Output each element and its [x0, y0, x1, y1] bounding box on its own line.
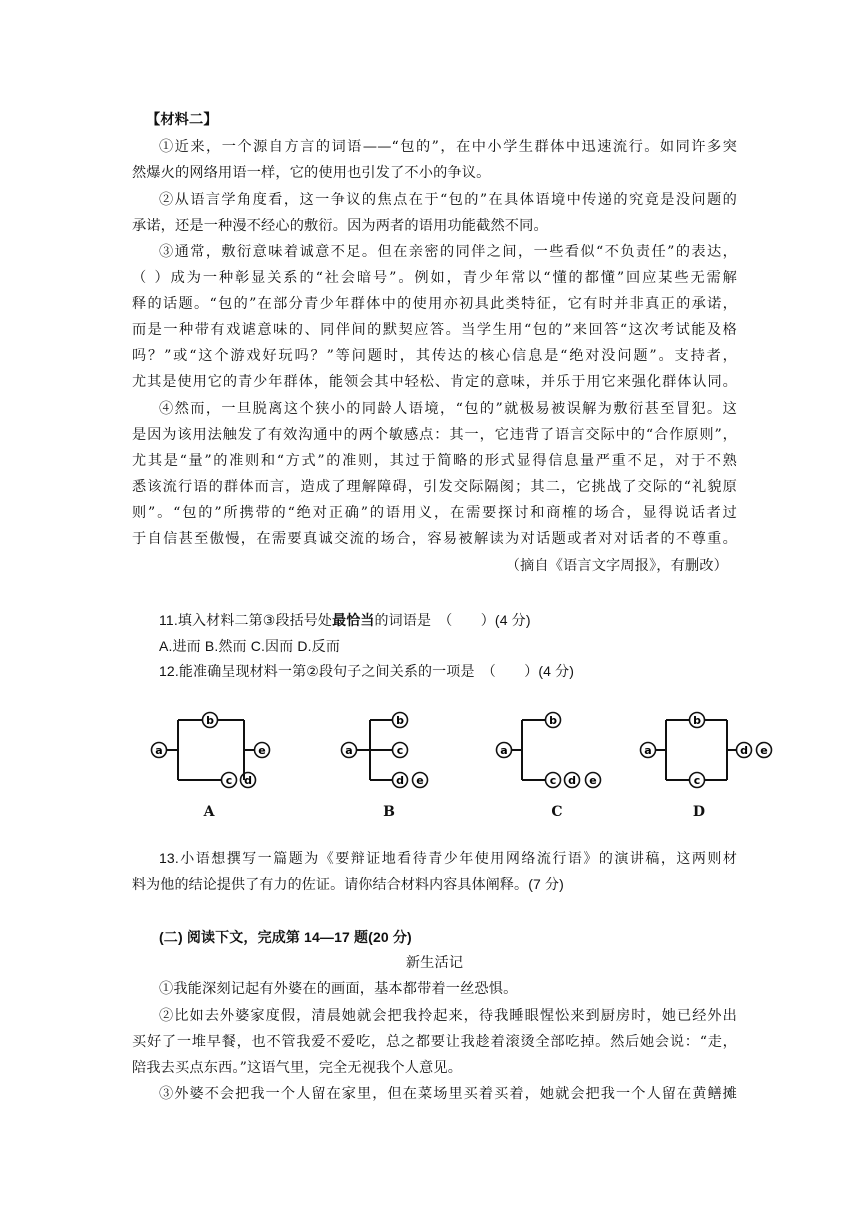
s2-p3-l1: ③外婆不会把我一个人留在家里，但在菜场里买着买着，她就会把我一个人留在黄鳝摊 [159, 1086, 737, 1102]
diag-c-node-b [546, 713, 561, 728]
svg-text:c: c [396, 743, 404, 757]
option-a-label: A [203, 804, 215, 820]
s2-p2-l3: 陪我去买点东西。”这语气里，完全无视我个人意见。 [132, 1060, 463, 1076]
q11-suffix: 的词语是 （ ）(4 分) [374, 612, 531, 628]
q11-emphasis: 最恰当 [332, 612, 375, 628]
diag-a-node-a [152, 743, 167, 758]
svg-text:a: a [644, 743, 652, 757]
diag-d-node-b [690, 713, 705, 728]
diag-a-node-c [222, 773, 237, 788]
svg-text:c: c [693, 773, 701, 787]
diag-d-node-e [757, 743, 772, 758]
diag-a-node-e [255, 743, 270, 758]
question-12: 12.能准确呈现材料一第②段句子之间关系的一项是 （ ）(4 分) [159, 663, 575, 679]
svg-text:b: b [549, 713, 557, 727]
m2-p1-l2: 然爆火的网络用语一样，它的使用也引发了不小的争议。 [132, 165, 491, 181]
svg-text:c: c [549, 773, 557, 787]
m2-p2-l1: ②从语言学角度看，这一争议的焦点在于“包的”在具体语境中传递的究竟是没问题的 [159, 192, 737, 208]
svg-text:d: d [740, 743, 748, 757]
s2-p2-l2: 买好了一堆早餐，也不管我爱不爱吃，总之都要让我趁着滚烫全部吃掉。然后她会说：“走， [132, 1034, 737, 1050]
diag-d-node-a [641, 743, 656, 758]
svg-text:d: d [568, 773, 576, 787]
relationship-diagrams [140, 700, 780, 800]
m2-p3-l6: 尤其是使用它的青少年群体，能领会其中轻松、肯定的意味，并乐于用它来强化群体认同。 [132, 374, 737, 390]
material2-heading: 【材料二】 [146, 112, 218, 128]
s2-p2-l1: ②比如去外婆家度假，清晨她就会把我拎起来，待我睡眼惺忪来到厨房时，她已经外出 [159, 1008, 737, 1024]
q13-l1: 13.小语想撰写一篇题为《要辩证地看待青少年使用网络流行语》的演讲稿，这两则材 [159, 850, 737, 866]
q13-l2: 料为他的结论提供了有力的佐证。请你结合材料内容具体阐释。(7 分) [132, 876, 564, 892]
svg-text:e: e [258, 743, 266, 757]
m2-p3-l1: ③通常，敷衍意味着诚意不足。但在亲密的同伴之间，一些看似“不负责任”的表达， [159, 244, 737, 260]
m2-p4-l1: ④然而，一旦脱离这个狭小的同龄人语境，“包的”就极易被误解为敷衍甚至冒犯。这 [159, 401, 737, 417]
m2-p4-l5: 则”。“包的”所携带的“绝对正确”的语用义，在需要探讨和商榷的场合，显得说话者过 [132, 505, 737, 521]
svg-text:a: a [500, 743, 508, 757]
diag-b-node-a [342, 743, 357, 758]
svg-text:e: e [416, 773, 424, 787]
m2-p3-l3: 释的话题。“包的”在部分青少年群体中的使用亦初具此类特征，它有时并非真正的承诺， [132, 296, 737, 312]
m2-p4-l3: 尤其是“量”的准则和“方式”的准则，其过于简略的形式显得信息量严重不足，对于不熟 [132, 453, 737, 469]
diag-b-node-d [393, 773, 408, 788]
option-b-label: B [383, 804, 395, 820]
material2-source: （摘自《语言文字周报》，有删改） [505, 558, 728, 574]
svg-text:c: c [225, 773, 233, 787]
m2-p2-l2: 承诺，还是一种漫不经心的敷衍。因为两者的语用功能截然不同。 [132, 218, 548, 234]
svg-text:d: d [244, 773, 252, 787]
section2-heading: (二) 阅读下文，完成第 14—17 题(20 分) [159, 929, 412, 945]
svg-text:b: b [396, 713, 404, 727]
s2-p1-l1: ①我能深刻记起有外婆在的画面，基本都带着一丝恐惧。 [159, 981, 518, 997]
m2-p4-l2: 是因为该用法触发了有效沟通中的两个敏感点：其一，它违背了语言交际中的“合作原则”， [132, 427, 737, 443]
svg-text:e: e [760, 743, 768, 757]
q11-prefix: 11.填入材料二第③段括号处 [159, 612, 333, 628]
diag-a-node-d [241, 773, 256, 788]
diag-b-node-c [393, 743, 408, 758]
diag-a-node-b [203, 713, 218, 728]
m2-p3-l2: （ ）成为一种彰显关系的“社会暗号”。例如，青少年常以“懂的都懂”回应某些无需解 [132, 270, 737, 286]
svg-text:e: e [589, 773, 597, 787]
question-11 [159, 610, 764, 630]
diag-d-node-d [737, 743, 752, 758]
diag-c-node-d [565, 773, 580, 788]
svg-text:d: d [396, 773, 404, 787]
svg-text:a: a [155, 743, 163, 757]
q11-options: A.进而 B.然而 C.因而 D.反而 [159, 638, 340, 654]
svg-text:b: b [693, 713, 701, 727]
svg-text:a: a [345, 743, 353, 757]
svg-text:b: b [206, 713, 214, 727]
option-c-label: C [551, 804, 563, 820]
story-title: 新生活记 [405, 955, 464, 971]
m2-p1-l1: ①近来，一个源自方言的词语——“包的”，在中小学生群体中迅速流行。如同许多突 [159, 139, 737, 155]
diag-c-node-e [586, 773, 601, 788]
diag-c-node-a [497, 743, 512, 758]
option-d-label: D [692, 804, 706, 820]
m2-p3-l4: 而是一种带有戏谑意味的、同伴间的默契应答。当学生用“包的”来回答“这次考试能及格 [132, 322, 737, 338]
m2-p4-l4: 悉该流行语的群体而言，造成了理解障碍，引发交际隔阂；其二，它挑战了交际的“礼貌原 [132, 479, 737, 495]
diag-b-node-e [413, 773, 428, 788]
m2-p3-l5: 吗？”或“这个游戏好玩吗？”等问题时，其传达的核心信息是“绝对没问题”。支持者， [132, 348, 737, 364]
m2-p4-l6: 于自信甚至傲慢，在需要真诚交流的场合，容易被解读为对话题或者对对话者的不尊重。 [132, 531, 737, 547]
diag-c-node-c [546, 773, 561, 788]
diag-b-node-b [393, 713, 408, 728]
diag-d-node-c [690, 773, 705, 788]
